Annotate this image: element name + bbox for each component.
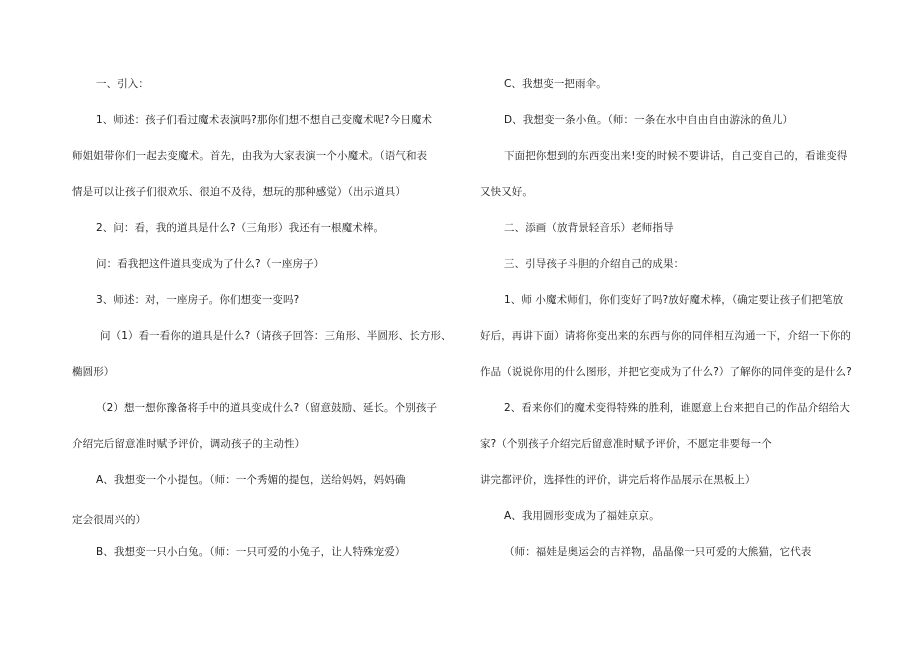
- paragraph-line: 情是可以让孩子们很欢乐、很迫不及待，想玩的那种感觉）（出示道具）: [72, 186, 406, 198]
- paragraph-line: 3、师述：对，一座房子。你们想变一变吗?: [96, 294, 300, 306]
- section-heading-intro: 一、引入：: [96, 78, 149, 90]
- paragraph-line: 问（1）看一看你的道具是什么?（请孩子回答：三角形、半圆形、长方形、: [100, 330, 452, 342]
- paragraph-line: 作品（说说你用的什么图形，并把它变成为了什么?）了解你的同伴变的是什么?: [480, 366, 852, 378]
- paragraph-line: 师姐姐带你们一起去变魔术。首先，由我为大家表演一个小魔术。（语气和表: [72, 150, 428, 162]
- left-column: [0, 0, 452, 651]
- paragraph-line: 1、师 小魔术师们，你们变好了吗?放好魔术棒，（确定要让孩子们把笔放: [504, 294, 844, 306]
- paragraph-line: D、我想变一条小鱼。（师：一条在水中自由自由游泳的鱼儿）: [504, 114, 794, 126]
- right-column: [460, 0, 900, 651]
- paragraph-line: 介绍完后留意准时赋予评价，调动孩子的主动性）: [72, 438, 306, 450]
- paragraph-line: 2、看来你们的魔术变得特殊的胜利，谁愿意上台来把自己的作品介绍给大: [504, 402, 850, 414]
- paragraph-line: A、我用圆形变成为了福娃京京。: [504, 510, 660, 522]
- paragraph-line: （师：福娃是奥运会的吉祥物，晶晶像一只可爱的大熊猫，它代表: [504, 546, 812, 558]
- paragraph-line: 又快又好。: [480, 186, 533, 198]
- section-heading-guide: 三、引导孩子斗胆的介绍自己的成果：: [504, 258, 685, 270]
- paragraph-line: A、我想变一个小提包。（师：一个秀媚的提包，送给妈妈，妈妈确: [96, 474, 406, 486]
- paragraph-line: B、我想变一只小白兔。（师：一只可爱的小兔子，让人特殊宠爱）: [96, 546, 406, 558]
- paragraph-line: 椭圆形）: [72, 366, 115, 378]
- paragraph-line: 2、问：看，我的道具是什么?（三角形）我还有一根魔术棒。: [96, 222, 385, 234]
- paragraph-line: C、我想变一把雨伞。: [504, 78, 607, 90]
- paragraph-line: 问：看我把这件道具变成为了什么?（一座房子）: [96, 258, 325, 270]
- paragraph-line: 下面把你想到的东西变出来!变的时候不要讲话，自己变自己的，看谁变得: [504, 150, 848, 162]
- paragraph-line: 1、师述：孩子们看过魔术表演吗?那你们想不想自己变魔术呢?今日魔术: [96, 114, 433, 126]
- paragraph-line: 定会很周兴的）: [72, 514, 147, 526]
- paragraph-line: 讲完都评价，选择性的评价，讲完后将作品展示在黑板上）: [480, 474, 756, 486]
- paragraph-line: 家?（个别孩子介绍完后留意准时赋予评价，不愿定非要每一个: [480, 438, 772, 450]
- paragraph-line: （2）想一想你豫备将手中的道具变成什么?（留意鼓励、延长。个别孩子: [96, 402, 438, 414]
- paragraph-line: 好后，再讲下面）请将你变出来的东西与你的同伴相互沟通一下，介绍一下你的: [480, 330, 851, 342]
- section-heading-drawing: 二、添画（放背景轻音乐）老师指导: [504, 222, 674, 234]
